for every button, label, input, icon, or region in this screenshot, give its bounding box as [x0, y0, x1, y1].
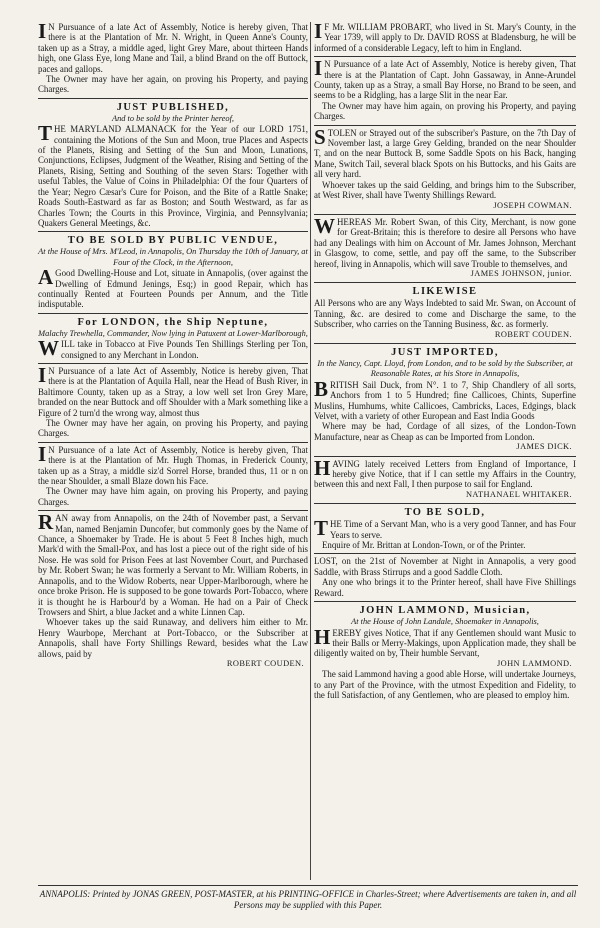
ad-subheading: At the House of John Landale, Shoemaker in Annapolis, — [351, 617, 539, 627]
ad-text: F Mr. WILLIAM PROBART, who lived in St. Mary's County, in the Year 1739, will apply to Dr. DAVID ROSS at Bladensburg, he will be informed of a considerable Legacy, left to him in England. — [314, 22, 576, 53]
ad-paragraph — [314, 180, 576, 201]
advertisement — [314, 455, 576, 501]
ad-text: The Owner may have her again, on proving his Property, and paying Charges. — [38, 74, 308, 95]
ad-text: N Pursuance of a late Act of Assembly, Notice is hereby given, That there is at the Plantation of Aquila Hall, near the Head of Bush River, in Baltimore County, taken up as a Stray, a low well set Iron Grey Mare, branded on the near Buttock and off Shoulder with a Mark something like a Figure of 2 turn'd the wrong way, almost thus — [38, 365, 308, 418]
section-rule — [314, 503, 576, 504]
ad-text: EREBY gives Notice, That if any Gentlemen should want Music to their Balls or Merry-Makings, upon Application made, they shall be diligently waited on by, Their humble Servant, — [314, 627, 576, 659]
section-rule — [314, 282, 576, 283]
ad-text: AN away from Annapolis, on the 24th of November past, a Servant Man, named Benjamin Duncofer, but commonly goes by the Name of Chance, a Shoemaker by Trade. He is about 5 Feet 8 Inches high, much Mark'd with the Small-Pox, and has lost a piece out of the right side of his Nose. He was sold for Prison Fees at last November Court, and Purchased by Mr. Robert Swan; he was formerly a Servant to Mr. William Roberts, in Annapolis, and to the Widow Roberts, near Upper-Marlborough, where he once broke Prison. He is supposed to be gone towards Port-Tobacco, where it is thought he is Harbour'd by a Woman. He had on a Pair of Check Trowsers and Shirt, a blue Jacket and a white Linnen Cap. — [38, 513, 308, 617]
ad-text: The Owner may have her again, on proving his Property, and paying Charges. — [38, 418, 308, 439]
drop-cap: I — [314, 19, 323, 43]
advertisement — [314, 556, 576, 598]
advertisement — [38, 441, 308, 507]
advertisement — [314, 213, 576, 279]
ad-signature: JAMES JOHNSON, junior. — [470, 268, 572, 278]
ad-paragraph — [314, 56, 576, 101]
right-column — [314, 19, 576, 700]
ad-paragraph — [314, 540, 576, 550]
ad-paragraph — [314, 577, 576, 598]
advertisement — [38, 101, 308, 228]
drop-cap: W — [314, 213, 335, 238]
drop-cap: I — [38, 441, 47, 466]
column-divider — [310, 22, 311, 880]
ad-text: All Persons who are any Ways Indebted to said Mr. Swan, on Account of Tanning, &c. are desired to come and Discharge the same, to the Subscriber, who carries on the Tanning Business, &c. as formerly. — [314, 298, 576, 330]
ad-heading: TO BE SOLD, — [404, 507, 486, 519]
ad-text: N Pursuance of a late Act of Assembly, Notice is hereby given, That there is at the Plantation of Capt. John Gassaway, in Anne-Arundel County, taken up as a Stray, a small Bay Horse, no Brand to be seen, and seems to be a Ridgling, has a large Slit in the near Ear. — [314, 59, 576, 101]
ad-paragraph — [38, 362, 308, 418]
drop-cap: I — [314, 56, 323, 81]
ad-text: Good Dwelling-House and Lot, situate in Annapolis, (over against the Dwelling of Edmund Jenings, Esq;) in good Repair, which has continually Rented at Fourteen Pounds per Annum, and the Title indisputable. — [38, 268, 308, 310]
drop-cap: R — [38, 510, 54, 535]
ad-paragraph — [314, 213, 576, 269]
advertisement — [38, 19, 308, 95]
ad-text: ILL take in Tobacco at Five Pounds Ten Shillings Sterling per Ton, consigned to any Merchant in London. — [61, 339, 308, 360]
ad-text: The Owner may have him again, on proving his Property, and paying Charges. — [314, 100, 576, 122]
ad-text: Whoever takes up the said Gelding, and brings him to the Subscriber, at West River, shall have Twenty Shillings Reward. — [314, 179, 576, 201]
imprint-text: ANNAPOLIS: Printed by JONAS GREEN, POST-MASTER, at his PRINTING-OFFICE in Charles-Street; where Advertisements are taken in, and all Persons may be supplied with this Paper. — [39, 889, 577, 910]
ad-paragraph — [38, 486, 308, 507]
ad-text: HE Time of a Servant Man, who is a very good Tanner, and has Four Years to serve. — [330, 519, 576, 540]
advertisement — [314, 346, 576, 453]
ad-text: AVING lately received Letters from England of Importance, I hereby give Notice, that if I can settle my Affairs in the Country, between this and next Fall, I then purpose to sail for England. — [314, 458, 576, 490]
ad-paragraph — [314, 124, 576, 180]
ad-signature: JOSEPH COWMAN. — [493, 200, 572, 210]
ad-heading: For LONDON, the Ship Neptune, — [77, 316, 269, 328]
section-rule — [314, 125, 576, 126]
advertisement — [314, 285, 576, 340]
ad-text: N Pursuance of a late Act of Assembly, Notice is hereby given, That there is at the Plantation of Mr. N. Wright, in Queen Anne's County, taken up as a Stray, a middle aged, light Grey Mare, about thirteen Hands high, one Glass Eye, long Mane and Tail, a blind Brand on the off Buttock, paces and gallops. — [38, 22, 308, 74]
advertisement — [314, 56, 576, 122]
section-rule — [314, 601, 576, 602]
ad-subheading: At the House of Mrs. M'Leod, in Annapolis, On Thursday the 10th of January, at Four of the Clock, in the Afternoon, — [38, 247, 308, 267]
ad-signature: ROBERT COUDEN. — [226, 658, 304, 668]
ad-subheading: And to be sold by the Printer hereof, — [111, 113, 235, 123]
ad-paragraph — [314, 624, 576, 659]
ad-text: Whoever takes up the said Runaway, and delivers him either to Mr. Henry Waurbope, Merchant at Port-Tobacco, or the Subscriber at Annapolis, shall have Forty Shillings Reward, besides what the Law allows, paid by — [38, 617, 308, 659]
ad-paragraph — [314, 516, 576, 541]
ad-text: Where may be had, Cordage of all sizes, of the London-Town Manufacture, near as Cheap as can be Imported from London. — [314, 421, 576, 442]
ad-text: HE MARYLAND ALMANACK for the Year of our LORD 1751, containing the Motions of the Sun and Moon, true Places and Aspects of the Planets, Rising and Setting of the Sun and Moon, Lunations, Conjunctions, Eclipses, Judgment of the Weather, Rising and Setting of the Planets, Rising, Setting and Southing of the seven Stars: Together with useful Tables, the Value of Coins in Philadelphia: Of the four Quarters of the Year; Negro Cæsar's Cure for Poison, and the Bite of a Rattle Snake; Roads South-Eastward as far as Boston; and South Westward, as far as Charles Town; the Courts in this Province, Virginia, and Pennsylvania; Quakers General Meetings, &c. — [38, 124, 308, 228]
ad-paragraph: The said Lammond having a good able Horse, will undertake Journeys, to any Part of the Province, with the utmost Expedition and Fidelity, to the full Satisfaction, of any Gentlemen, who are pleased to employ him. — [314, 669, 576, 700]
ad-paragraph — [38, 336, 308, 361]
drop-cap: S — [314, 124, 326, 149]
advertisement — [314, 604, 576, 700]
ad-paragraph — [314, 19, 576, 53]
ad-heading: TO BE SOLD BY PUBLIC VENDUE, — [67, 235, 279, 247]
ad-paragraph — [314, 455, 576, 490]
drop-cap: H — [314, 624, 331, 649]
drop-cap: T — [38, 121, 53, 146]
advertisement — [314, 506, 576, 550]
section-rule — [38, 363, 308, 364]
advertisement — [38, 234, 308, 309]
section-rule — [38, 231, 308, 232]
ad-paragraph — [38, 74, 308, 95]
ad-heading: JUST PUBLISHED, — [116, 101, 230, 113]
advertisement — [38, 510, 308, 669]
ad-paragraph — [314, 298, 576, 329]
ad-paragraph — [314, 556, 576, 577]
ad-text: HEREAS Mr. Robert Swan, of this City, Merchant, is now gone for Great-Britain; this is therefore to desire all Persons who have had any Dealings with him on Account of Mr. James Johnson, Merchant in Glasgow, to come, settle, and pay off the same, to the Subscriber hereof, living in Annapolis, which will save Trouble to themselves, and — [314, 216, 576, 269]
advertisement — [314, 124, 576, 211]
ad-heading: JOHN LAMMOND, Musician, — [359, 605, 531, 617]
ad-text: The Owner may have him again, on proving his Property, and paying Charges. — [38, 486, 308, 507]
drop-cap: W — [38, 336, 59, 361]
ad-paragraph — [314, 421, 576, 442]
ad-signature: JAMES DICK. — [516, 442, 572, 452]
advertisement — [38, 316, 308, 360]
section-rule — [38, 442, 308, 443]
drop-cap: B — [314, 376, 329, 401]
section-rule — [38, 313, 308, 314]
ad-paragraph — [314, 101, 576, 122]
section-rule — [314, 456, 576, 457]
ad-text: TOLEN or Strayed out of the subscriber's Pasture, on the 7th Day of November last, a large Grey Gelding, branded on the near Shoulder T, and on the near Buttock B, some Saddle Spots on his Back, hanging Mane, Switch Tail, several black Spots on his Buttocks, and his Gaits are all very hard. — [314, 127, 576, 180]
ad-heading: LIKEWISE — [412, 286, 478, 298]
advertisement — [314, 19, 576, 53]
section-rule — [314, 214, 576, 215]
ad-signature: NATHANAEL WHITAKER. — [465, 489, 572, 499]
ad-paragraph — [38, 510, 308, 617]
ad-text: Any one who brings it to the Printer hereof, shall have Five Shillings Reward. — [314, 577, 576, 598]
printer-imprint — [38, 885, 578, 911]
drop-cap: T — [314, 516, 329, 541]
ad-paragraph — [38, 418, 308, 439]
ad-text: Enquire of Mr. Brittan at London-Town, or of the Printer. — [322, 540, 526, 551]
ad-signature: JOHN LAMMOND. — [497, 658, 572, 668]
left-column — [38, 19, 308, 669]
section-rule — [314, 56, 576, 57]
ad-heading: JUST IMPORTED, — [391, 346, 499, 358]
drop-cap: A — [38, 265, 54, 290]
section-rule — [314, 553, 576, 554]
drop-cap: I — [38, 362, 47, 387]
ad-subheading: In the Nancy, Capt. Lloyd, from London, and to be sold by the Subscriber, at Reasonable Rates, at his Store in Annapolis, — [317, 358, 573, 379]
advertisement — [38, 362, 308, 439]
drop-cap: I — [38, 19, 47, 43]
ad-signature: ROBERT COUDEN. — [494, 329, 572, 339]
ad-paragraph — [38, 617, 308, 659]
ad-paragraph — [38, 265, 308, 310]
ad-paragraph — [38, 19, 308, 74]
ad-paragraph — [38, 441, 308, 487]
ad-paragraph — [314, 376, 576, 422]
ad-subheading: Malachy Trewhella, Commander, Now lying in Patuxent at Lower-Marlborough, — [38, 328, 308, 338]
ad-paragraph — [38, 121, 308, 228]
drop-cap: H — [314, 455, 331, 480]
ad-text: RITISH Sail Duck, from N°. 1 to 7, Ship Chandlery of all sorts, Anchors from 1 to 5 Hundred; fine Callicoes, Chints, Superfine Muslins, Humhums, white Callicoes, Cambricks, Laces, Edgings, black Velvet, with a variety of other European and East India Goods — [314, 379, 576, 421]
section-rule — [314, 343, 576, 344]
section-rule — [38, 98, 308, 99]
ad-text: LOST, on the 21st of November at Night in Annapolis, a very good Saddle, with Brass Stirrups and a good Saddle Cloth. — [314, 556, 576, 577]
ad-text: N Pursuance of a late Act of Assembly, Notice is hereby given, That there is at the Plantation of Mr. Hugh Thomas, in Frederick County, taken up as a Stray, a middle siz'd Sorrel Horse, branded thus, 11 or n on the near Shoulder, a small Blaze down his Face. — [38, 444, 308, 487]
section-rule — [38, 510, 308, 511]
